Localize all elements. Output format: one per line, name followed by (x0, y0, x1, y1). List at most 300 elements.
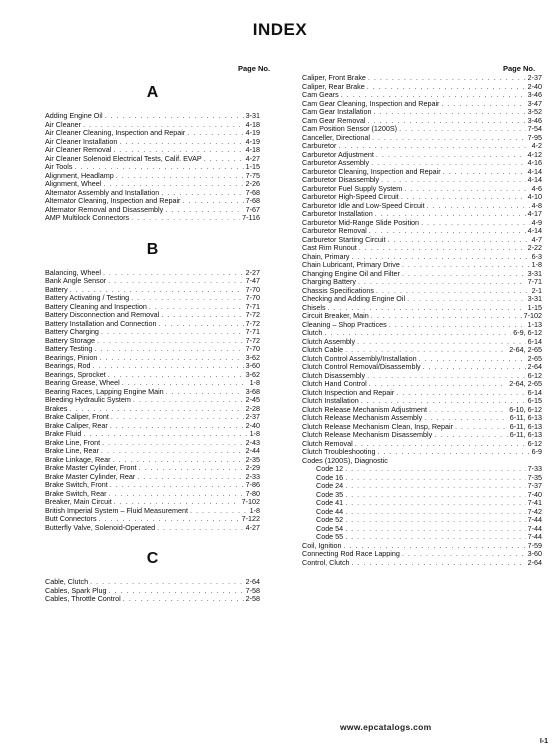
index-entry-text: Code 52 (316, 515, 344, 524)
index-entry-page: 4-17 (527, 209, 542, 218)
index-entry-text: Chain Lubricant, Primary Drive (302, 260, 400, 269)
index-entry-page: 7-102 (241, 497, 260, 506)
index-entry-page: 2-40 (245, 420, 260, 430)
leader-dots (110, 481, 244, 490)
leader-dots (345, 491, 525, 500)
leader-dots (93, 362, 244, 371)
leader-dots (157, 524, 243, 533)
index-entry-text: Cables, Spark Plug (45, 585, 107, 595)
index-entry-text: Carburetor (302, 141, 337, 150)
leader-dots (133, 396, 244, 405)
index-entry-page: 7-68 (245, 187, 260, 197)
index-entry-page: 2-44 (245, 446, 260, 455)
index-entry-page: 7-102 (523, 311, 542, 320)
index-entry-text: Canceller, Directional (302, 132, 370, 142)
index-entry-text: Clutch Release Mechanism Assembly (302, 413, 423, 422)
index-entry-text: Codes (1200S), Diagnostic (302, 455, 388, 465)
leader-dots (345, 499, 525, 508)
index-entry-page: 7-41 (527, 498, 542, 507)
left-index-column (45, 84, 260, 604)
index-entry-page: 3-46 (527, 90, 542, 99)
index-entry (45, 214, 260, 223)
index-entry-page: 6-15 (527, 396, 542, 405)
index-entry-page: 2-1 (531, 285, 542, 295)
leader-dots (97, 337, 244, 346)
index-entry-page: 7-58 (245, 585, 260, 595)
index-entry-page: 6-14 (527, 387, 542, 397)
index-entry-text: Clutch Removal (302, 438, 353, 448)
index-entry-text: Battery Activating / Testing (45, 293, 130, 302)
index-entry-page: 4-18 (245, 145, 260, 154)
index-entry-page: 4-14 (527, 226, 542, 235)
index-entry-text: Brake Master Cylinder, Rear (45, 471, 136, 481)
index-entry-page: 3-60 (245, 361, 260, 370)
index-entry-text: Code 55 (316, 532, 344, 541)
index-entry-page: 7-44 (527, 523, 542, 533)
right-index-column (302, 74, 542, 567)
index-entry-text: Bleeding Hydraulic System (45, 395, 131, 404)
index-entry-page: 6-9, 6-12 (513, 328, 542, 337)
index-entry-page: 3-68 (245, 386, 260, 396)
leader-dots (345, 474, 525, 483)
leader-dots (165, 206, 243, 215)
leader-dots (105, 112, 244, 121)
index-entry-text: Butt Connectors (45, 514, 97, 523)
index-entry-text: Code 16 (316, 472, 344, 482)
index-entry-text: Clutch Control Assembly/Installation (302, 353, 417, 363)
leader-dots (131, 214, 240, 223)
leader-dots (161, 311, 243, 320)
index-entry-page: 3-47 (527, 98, 542, 108)
index-entry-text: Connecting Rod Race Lapping (302, 549, 400, 558)
index-entry-page: 2-64 (245, 577, 260, 586)
index-entry-text: Battery Disconnection and Removal (45, 310, 160, 319)
leader-dots (455, 423, 508, 432)
index-entry-page: 2-65 (527, 353, 542, 363)
index-entry-page: 6-12 (527, 370, 542, 380)
index-entry-text: Clutch Hand Control (302, 379, 367, 388)
leader-dots (108, 277, 243, 286)
index-entry-page: 3-52 (527, 107, 542, 116)
section-letter-a: A (146, 84, 159, 101)
index-entry-text: Cam Gear Installation (302, 107, 372, 116)
leader-dots (419, 355, 526, 364)
index-entry-text: Control, Clutch (302, 557, 350, 567)
leader-dots (402, 550, 526, 559)
index-entry-page: 7-86 (245, 480, 260, 489)
index-entry-text: Air Cleaner Cleaning, Inspection and Repair (45, 128, 186, 137)
index-entry-page: 4-7 (531, 234, 542, 244)
leader-dots (190, 507, 248, 516)
leader-dots (138, 464, 243, 473)
index-entry-page: 4-12 (527, 149, 542, 159)
index-entry-page: 1-8 (249, 505, 260, 515)
leader-dots (123, 595, 244, 604)
index-entry-text: Brake Linkage, Rear (45, 454, 111, 464)
leader-dots (374, 108, 526, 117)
index-entry-page: 3-31 (527, 294, 542, 303)
index-entry-text: Battery Testing (45, 344, 93, 353)
index-entry-page: 3-46 (527, 115, 542, 125)
index-entry-text: Brake Fluid (45, 429, 82, 438)
leader-dots (429, 406, 507, 415)
index-entry-page: 3-31 (527, 268, 542, 278)
index-entry-text: Code 24 (316, 481, 344, 490)
index-entry (302, 295, 542, 304)
index-entry-text: Clutch Release Mechanism Disassembly (302, 430, 433, 439)
index-entry-text: Code 41 (316, 498, 344, 507)
index-entry-text: Coil, Ignition (302, 540, 342, 550)
index-entry-text: Bank Angle Sensor (45, 276, 107, 285)
index-entry-page: 7-72 (245, 310, 260, 319)
index-entry (45, 396, 260, 405)
index-entry-text: Clutch Cable (302, 345, 344, 354)
index-entry-text: Cam Position Sensor (1200S) (302, 124, 398, 133)
index-entry-page: 7-72 (245, 318, 260, 328)
leader-dots (187, 129, 243, 138)
index-entry-page: 2-58 (245, 594, 260, 603)
index-entry-page: 7-71 (245, 301, 260, 311)
index-entry-page: 7-44 (527, 515, 542, 524)
index-entry-page: 7-37 (527, 481, 542, 490)
index-entry-page: 7-71 (527, 277, 542, 286)
index-entry-text: Charging Battery (302, 277, 356, 286)
leader-dots (367, 372, 526, 381)
leader-dots (376, 151, 526, 160)
index-entry-page: 6-3 (531, 251, 542, 261)
leader-dots (441, 100, 525, 109)
index-entry-page: 1-8 (249, 378, 260, 387)
index-entry (45, 524, 260, 533)
index-entry-text: Clutch (302, 328, 323, 337)
leader-dots (101, 447, 244, 456)
index-entry-page: 3-31 (245, 111, 260, 120)
leader-dots (372, 134, 526, 143)
index-entry-text: Air Cleaner Installation (45, 136, 118, 146)
index-entry-page: 1-15 (245, 162, 260, 171)
index-entry-text: Battery Storage (45, 335, 95, 345)
index-entry-page: 6-10, 6-12 (509, 404, 542, 414)
index-entry-text: Checking and Adding Engine Oil (302, 294, 406, 303)
leader-dots (368, 74, 526, 83)
index-entry-text: Battery Charging (45, 327, 99, 336)
index-entry-text: Butterfly Valve, Solenoid-Operated (45, 522, 156, 532)
index-entry-page: 2-64 (527, 362, 542, 371)
index-entry-text: Air Tools (45, 162, 73, 171)
leader-dots (102, 439, 243, 448)
leader-dots (402, 270, 526, 279)
index-entry-page: 2-27 (245, 267, 260, 277)
leader-dots (355, 440, 526, 449)
index-entry-text: Clutch Inspection and Repair (302, 387, 395, 397)
index-entry-text: Bearings, Pinion (45, 352, 98, 362)
index-entry-page: 7-59 (527, 540, 542, 550)
page-no-header-right: Page No. (503, 64, 536, 73)
index-entry-page: 7-54 (527, 124, 542, 133)
leader-dots (345, 525, 525, 534)
leader-dots (204, 155, 244, 164)
leader-dots (358, 278, 526, 287)
index-entry-page: 2-45 (245, 395, 260, 404)
index-entry-text: Carburetor Adjustment (302, 149, 374, 159)
leader-dots (434, 431, 508, 440)
index-entry-text: Clutch Assembly (302, 336, 356, 346)
index-entry-page: 3-60 (527, 549, 542, 558)
index-entry-text: Battery Installation and Connection (45, 318, 157, 328)
index-entry-page: 4-19 (245, 136, 260, 146)
index-entry-page: 7-80 (245, 488, 260, 498)
index-entry-page: 2-35 (245, 454, 260, 464)
index-entry-text: Alternator Removal and Disassembly (45, 204, 164, 214)
index-entry-page: 3-62 (245, 352, 260, 362)
index-entry-page: 7-33 (527, 464, 542, 473)
leader-dots (119, 138, 243, 147)
index-entry-text: Cam Gear Removal (302, 115, 366, 125)
index-entry-text: Air Cleaner Removal (45, 145, 112, 154)
leader-dots (402, 261, 530, 270)
index-entry-page: 7-70 (245, 344, 260, 353)
index-entry (45, 595, 260, 604)
index-entry-text: Code 54 (316, 523, 344, 533)
leader-dots (149, 303, 244, 312)
index-entry-text: Code 12 (316, 464, 344, 473)
index-entry-page: 4-6 (531, 183, 542, 193)
index-entry-page: 7-75 (245, 170, 260, 180)
leader-dots (389, 321, 526, 330)
leader-dots (111, 413, 244, 422)
index-entry-text: Carburetor Mid-Range Slide Position (302, 217, 420, 227)
index-entry-page: 2-29 (245, 463, 260, 472)
index-entry-page: 2-22 (527, 243, 542, 252)
leader-dots (83, 430, 247, 439)
leader-dots (131, 294, 243, 303)
index-entry-page: 4-14 (527, 166, 542, 176)
leader-dots (443, 168, 526, 177)
index-entry-text: Carburetor Cleaning, Inspection and Repair (302, 166, 441, 176)
index-entry-page: 2-33 (245, 471, 260, 481)
index-entry-text: Brake Switch, Rear (45, 488, 107, 498)
leader-dots (137, 473, 243, 482)
index-entry-page: 7-68 (245, 196, 260, 205)
index-entry-page: 1-15 (527, 302, 542, 312)
index-entry-text: Alignment, Headlamp (45, 170, 114, 180)
index-entry-text: Bearings, Sprocket (45, 369, 106, 379)
index-entry-text: Battery Cleaning and Inspection (45, 301, 147, 311)
index-entry-page: 7-72 (245, 335, 260, 345)
index-entry-text: Alignment, Wheel (45, 179, 102, 188)
index-entry-text: Carburetor Idle and Low-Speed Circuit (302, 200, 425, 210)
leader-dots (421, 219, 530, 228)
leader-dots (367, 83, 526, 92)
index-entry-page: 6-14 (527, 336, 542, 346)
index-entry-page: 4-10 (527, 192, 542, 201)
index-entry-text: Cast Rim Runout (302, 243, 357, 252)
leader-dots (108, 371, 244, 380)
leader-dots (407, 295, 526, 304)
index-entry-page: 4-9 (531, 217, 542, 227)
leader-dots (109, 490, 244, 499)
index-entry-text: Caliper, Front Brake (302, 73, 366, 82)
leader-dots (345, 533, 525, 542)
index-entry-text: Chassis Specifications (302, 285, 374, 295)
index-entry-page: 6-11, 6-13 (509, 430, 542, 439)
index-entry-page: 1-8 (531, 260, 542, 269)
index-entry-text: Clutch Disassembly (302, 370, 366, 380)
index-entry-page: 2-40 (527, 81, 542, 91)
index-entry-page: 4-18 (245, 119, 260, 129)
index-entry-page: 7-42 (527, 506, 542, 516)
leader-dots (182, 197, 243, 206)
index-entry-text: Changing Engine Oil and Filter (302, 268, 400, 278)
index-entry-page: 7-95 (527, 132, 542, 142)
index-entry-text: Carburetor High-Speed Circuit (302, 192, 399, 201)
index-entry-page: 2-37 (527, 73, 542, 82)
index-entry-page: 7-67 (245, 204, 260, 214)
index-entry-text: Chain, Primary (302, 251, 350, 261)
index-entry-text: Brake Switch, Front (45, 480, 108, 489)
index-entry-text: Clutch Release Mechanism Adjustment (302, 404, 428, 414)
leader-dots (381, 176, 526, 185)
index-entry-text: Brakes (45, 403, 68, 413)
leader-dots (369, 227, 526, 236)
section-letter-b: B (146, 240, 159, 258)
index-entry (45, 155, 260, 164)
page-no-header-left: Page No. (238, 64, 271, 73)
leader-dots (378, 448, 530, 457)
index-entry-page: 7-40 (527, 489, 542, 499)
leader-dots (396, 389, 525, 398)
index-entry-text: Battery (45, 284, 68, 294)
index-entry-text: Alternator Cleaning, Inspection and Repair (45, 196, 181, 205)
index-entry-text: Carburetor Removal (302, 226, 367, 235)
index-entry-text: Circuit Breaker, Main (302, 311, 369, 320)
index-entry-text: Carburetor Fuel Supply System (302, 183, 403, 193)
index-entry-text: Air Cleaner Solenoid Electrical Tests, Calif. EVAP (45, 153, 202, 163)
index-entry (302, 321, 542, 330)
leader-dots (101, 328, 244, 337)
leader-dots (345, 508, 525, 517)
index-entry-page: 4-14 (527, 175, 542, 184)
index-entry-page: 2-64, 2-65 (509, 345, 542, 354)
index-entry-text: Code 44 (316, 506, 344, 516)
index-entry-page: 6-12 (527, 438, 542, 448)
index-entry-page: 2-28 (245, 403, 260, 413)
index-entry (302, 559, 542, 568)
index-entry-text: Alternator Assembly and Installation (45, 187, 160, 197)
index-entry-text: Chisels (302, 302, 326, 312)
index-entry-text: Carburetor Installation (302, 209, 373, 218)
index-entry-page: 7-116 (242, 213, 260, 222)
leader-dots (103, 269, 244, 278)
index-entry-text: Bearings, Rod (45, 361, 91, 370)
index-entry-page: 7-44 (527, 532, 542, 541)
index-entry-text: Brake Line, Front (45, 437, 101, 447)
index-entry-page: 2-37 (245, 412, 260, 421)
leader-dots (371, 312, 522, 321)
index-entry (45, 277, 260, 286)
leader-dots (109, 587, 244, 596)
index-entry-page: 7-47 (245, 276, 260, 285)
index-entry-page: 1-13 (527, 319, 542, 329)
index-entry-text: Clutch Installation (302, 396, 359, 405)
index-entry-page: 2-26 (245, 179, 260, 188)
index-entry-text: Air Cleaner (45, 119, 81, 129)
index-entry-page: 4-8 (531, 200, 542, 210)
leader-dots (404, 185, 529, 194)
index-entry-page: 7-122 (241, 514, 260, 523)
leader-dots (345, 465, 525, 474)
index-entry-text: AMP Multilock Connectors (45, 213, 130, 222)
index-entry-page: 3-62 (245, 369, 260, 379)
index-entry-text: Cable, Clutch (45, 577, 89, 586)
index-entry-page: 4-27 (245, 522, 260, 532)
index-entry-text: Cam Gear Cleaning, Inspection and Repair (302, 98, 440, 108)
leader-dots (352, 559, 526, 568)
index-entry-text: Clutch Control Removal/Disassembly (302, 362, 421, 371)
index-entry-text: Cam Gears (302, 90, 339, 99)
index-entry-page: 7-70 (245, 293, 260, 302)
index-entry-page: 7-35 (527, 472, 542, 482)
index-entry-text: Cables, Throttle Control (45, 594, 121, 603)
section-letter-c: C (146, 550, 159, 567)
index-entry-text: Bearing Grease, Wheel (45, 378, 120, 387)
leader-dots (94, 345, 243, 354)
index-entry-page: 4-19 (245, 128, 260, 137)
index-entry-text: Cleaning – Shop Practices (302, 319, 387, 329)
page-title: INDEX (252, 20, 308, 39)
leader-dots (116, 172, 244, 181)
index-entry-page: 6-11, 6-13 (509, 413, 542, 422)
leader-dots (345, 482, 525, 491)
index-entry-text: Code 35 (316, 489, 344, 499)
leader-dots (427, 202, 530, 211)
leader-dots (359, 244, 526, 253)
index-entry-page: 6-11, 6-13 (509, 421, 542, 431)
index-entry-text: Carburetor Assembly (302, 158, 370, 167)
index-entry-text: Caliper, Rear Brake (302, 81, 365, 91)
leader-dots (90, 578, 243, 587)
leader-dots (399, 125, 526, 134)
index-entry-text: Brake Line, Rear (45, 446, 99, 455)
leader-dots (99, 354, 243, 363)
index-entry-page: 2-64 (527, 557, 542, 567)
leader-dots (388, 236, 530, 245)
index-entry-text: Clutch Release Mechanism Clean, Insp, Repair (302, 421, 454, 431)
leader-dots (158, 320, 243, 329)
index-entry-page: 4-27 (245, 153, 260, 163)
leader-dots (110, 422, 244, 431)
index-entry-text: Breaker, Main Circuit (45, 497, 112, 506)
index-entry-page: 6-9 (531, 447, 542, 456)
leader-dots (345, 516, 525, 525)
index-entry (302, 134, 542, 143)
index-entry-page: 2-43 (245, 437, 260, 447)
page-number: I-1 (539, 738, 548, 745)
index-entry-text: Clutch Troubleshooting (302, 447, 376, 456)
index-entry-text: Brake Caliper, Rear (45, 420, 108, 430)
index-entry-text: Brake Caliper, Front (45, 412, 109, 421)
leader-dots (357, 338, 525, 347)
index-entry-page: 4-2 (531, 141, 542, 150)
index-entry-page: 1-8 (249, 429, 260, 438)
index-entry-text: Bearing Races, Lapping Engine Main (45, 386, 164, 396)
index-entry-page: 7-71 (245, 327, 260, 336)
website-watermark: www.epcatalogs.com (340, 722, 432, 732)
index-entry-text: Adding Engine Oil (45, 111, 103, 120)
index-entry-text: Brake Master Cylinder, Front (45, 463, 137, 472)
leader-dots (423, 363, 526, 372)
index-entry-page: 2-64, 2-65 (509, 379, 542, 388)
